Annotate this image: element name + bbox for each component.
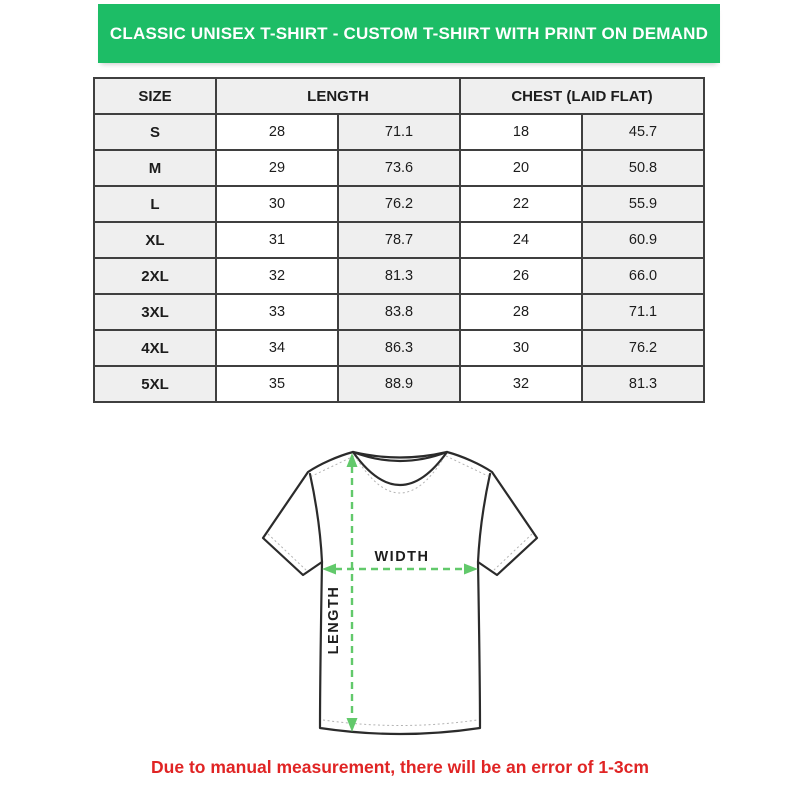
- table-row: [94, 222, 704, 258]
- size-table-header: [94, 78, 704, 114]
- header-size: SIZE: [94, 78, 216, 114]
- length-in: 34: [216, 330, 338, 366]
- chest-in: 18: [460, 114, 582, 150]
- length-in: 31: [216, 222, 338, 258]
- table-row: [94, 294, 704, 330]
- table-row: [94, 330, 704, 366]
- length-cm: 83.8: [338, 294, 460, 330]
- table-row: [94, 366, 704, 402]
- length-cm: 78.7: [338, 222, 460, 258]
- length-in: 35: [216, 366, 338, 402]
- size-label: 3XL: [94, 294, 216, 330]
- chest-cm: 60.9: [582, 222, 704, 258]
- size-label: M: [94, 150, 216, 186]
- length-cm: 73.6: [338, 150, 460, 186]
- table-row: [94, 114, 704, 150]
- length-in: 32: [216, 258, 338, 294]
- length-cm: 71.1: [338, 114, 460, 150]
- size-table-body: [94, 114, 704, 402]
- size-table: [93, 77, 705, 403]
- measurement-error-note: Due to manual measurement, there will be an error of 1-3cm: [151, 757, 649, 777]
- chest-in: 22: [460, 186, 582, 222]
- length-cm: 76.2: [338, 186, 460, 222]
- chest-in: 28: [460, 294, 582, 330]
- tshirt-measurement-diagram: [250, 440, 550, 750]
- chest-cm: 81.3: [582, 366, 704, 402]
- length-cm: 88.9: [338, 366, 460, 402]
- width-label: WIDTH: [374, 549, 430, 565]
- size-label: 4XL: [94, 330, 216, 366]
- chest-cm: 71.1: [582, 294, 704, 330]
- length-in: 29: [216, 150, 338, 186]
- chest-cm: 45.7: [582, 114, 704, 150]
- size-label: 2XL: [94, 258, 216, 294]
- chest-in: 24: [460, 222, 582, 258]
- tshirt-outline: [263, 452, 537, 734]
- table-row: [94, 150, 704, 186]
- size-label: S: [94, 114, 216, 150]
- size-label: L: [94, 186, 216, 222]
- chest-cm: 55.9: [582, 186, 704, 222]
- size-label: 5XL: [94, 366, 216, 402]
- length-cm: 81.3: [338, 258, 460, 294]
- header-length: LENGTH: [216, 78, 460, 114]
- header-chest: CHEST (LAID FLAT): [460, 78, 704, 114]
- length-cm: 86.3: [338, 330, 460, 366]
- chest-in: 30: [460, 330, 582, 366]
- product-title-banner: [98, 4, 720, 63]
- length-label: LENGTH: [326, 585, 342, 655]
- chest-cm: 66.0: [582, 258, 704, 294]
- table-header-row: [94, 78, 704, 114]
- product-title: CLASSIC UNISEX T-SHIRT - CUSTOM T-SHIRT WITH PRINT ON DEMAND: [109, 23, 709, 43]
- length-in: 33: [216, 294, 338, 330]
- chest-cm: 76.2: [582, 330, 704, 366]
- chest-cm: 50.8: [582, 150, 704, 186]
- chest-in: 26: [460, 258, 582, 294]
- length-in: 30: [216, 186, 338, 222]
- length-in: 28: [216, 114, 338, 150]
- table-row: [94, 186, 704, 222]
- chest-in: 32: [460, 366, 582, 402]
- size-label: XL: [94, 222, 216, 258]
- table-row: [94, 258, 704, 294]
- chest-in: 20: [460, 150, 582, 186]
